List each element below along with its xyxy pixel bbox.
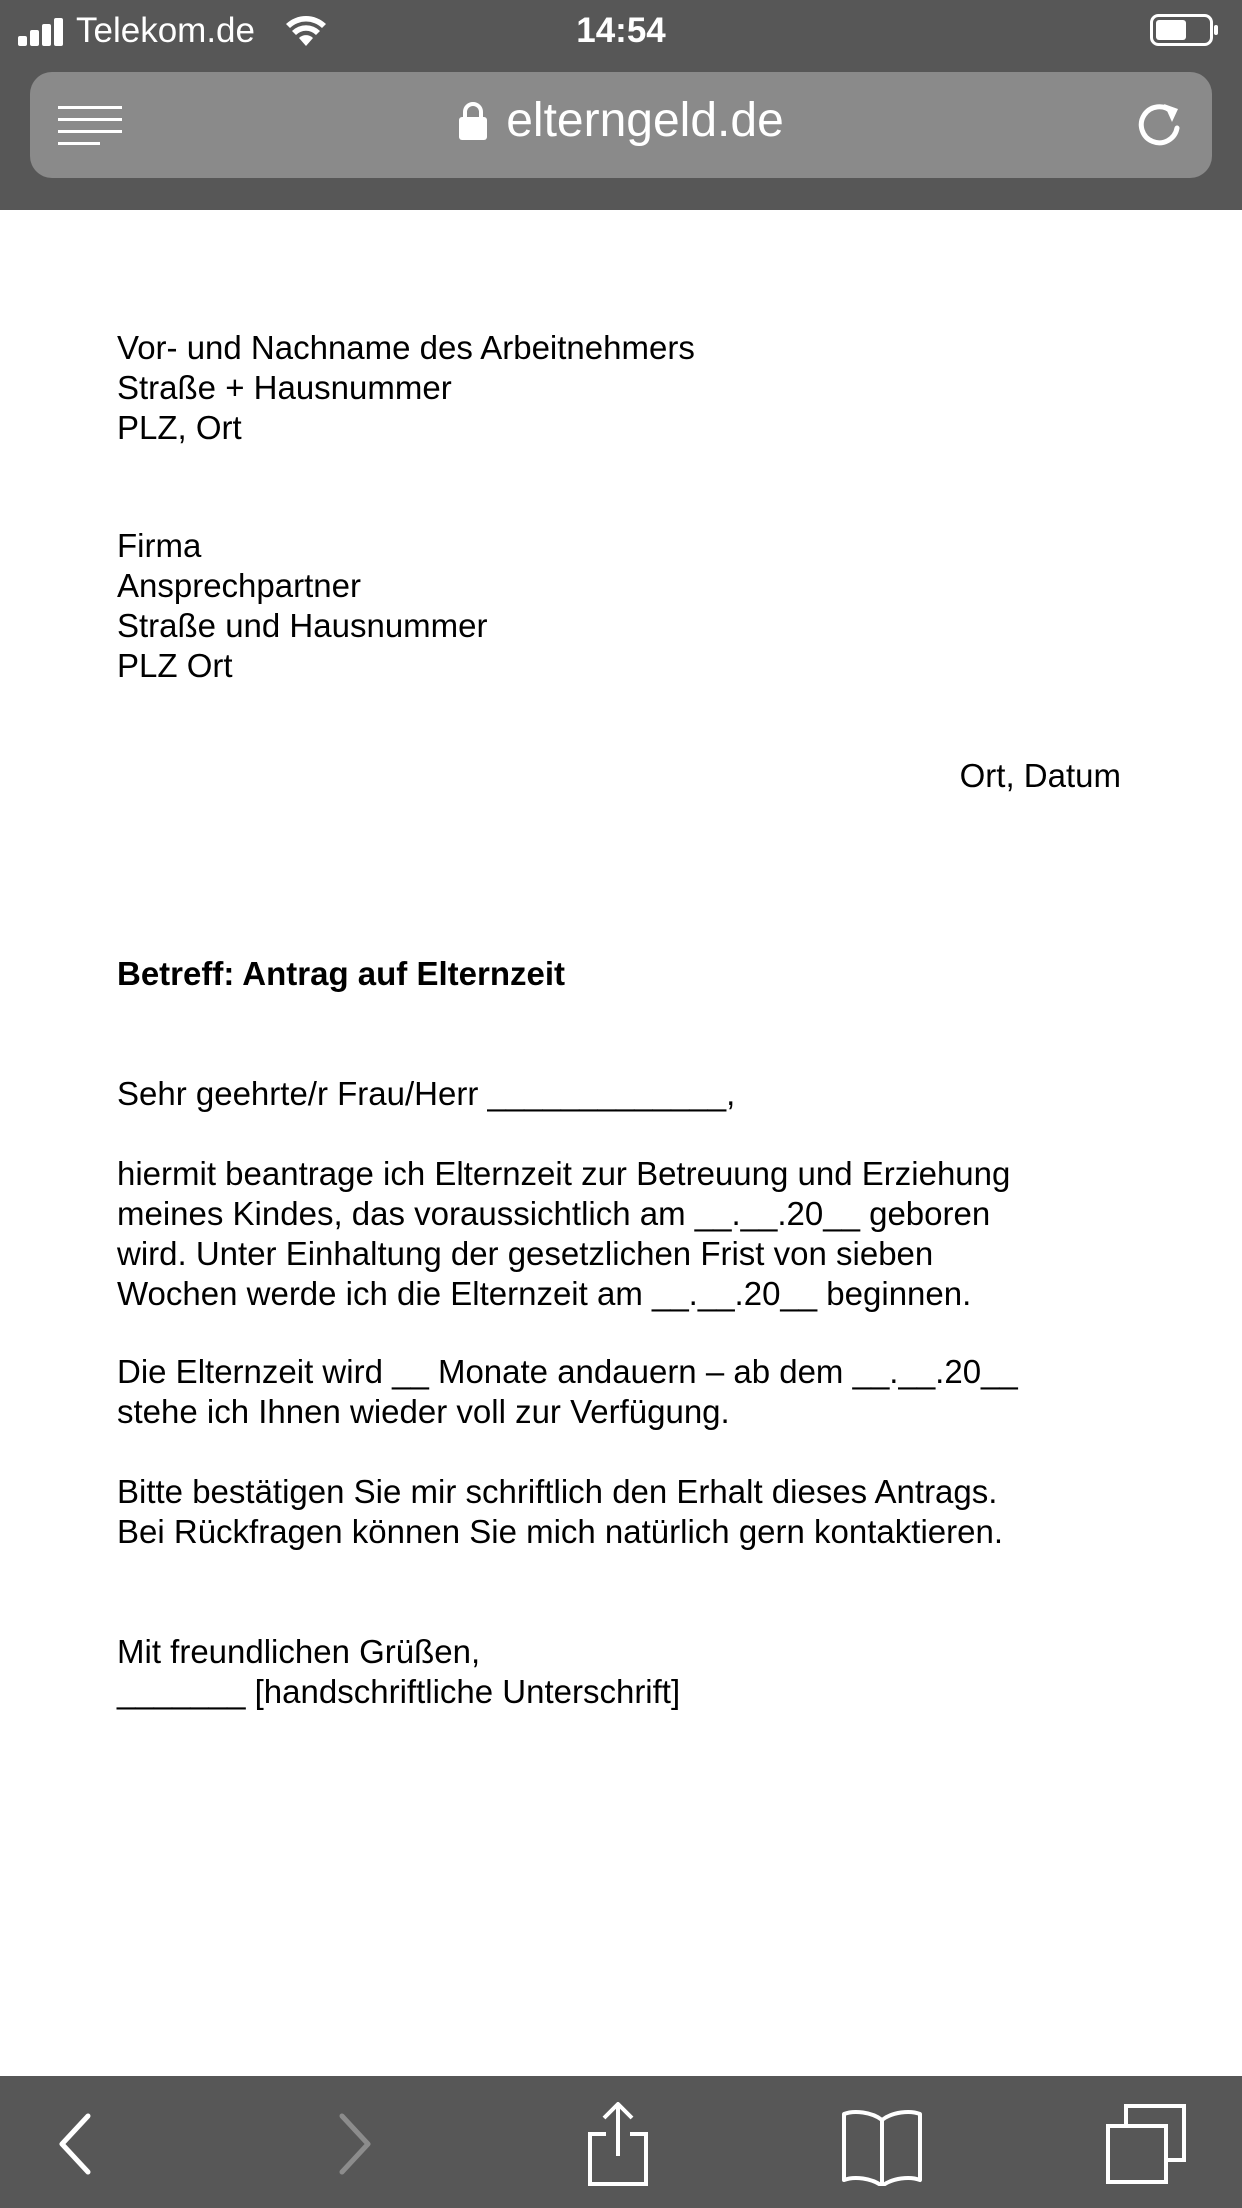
lock-icon <box>458 101 488 141</box>
paragraph-confirmation <box>117 1472 1137 1552</box>
paragraph-line: meines Kindes, das voraussichtlich am __.__.20__ geboren <box>117 1195 991 1232</box>
recipient-line: PLZ Ort <box>117 647 233 684</box>
reload-icon[interactable] <box>1134 100 1184 150</box>
bottom-toolbar <box>0 2076 1242 2208</box>
closing-text: Mit freundlichen Grüßen, <box>117 1633 481 1670</box>
letter-subject: Betreff: Antrag auf Elternzeit <box>117 955 565 992</box>
carrier-name: Telekom.de <box>76 11 255 50</box>
sender-line: PLZ, Ort <box>117 409 242 446</box>
recipient-address <box>117 526 1137 686</box>
back-icon[interactable] <box>36 2102 120 2186</box>
battery-icon <box>1150 14 1220 46</box>
paragraph-request <box>117 1154 1137 1314</box>
signature-line: _______ [handschriftliche Unterschrift] <box>117 1673 681 1710</box>
recipient-line: Straße und Hausnummer <box>117 607 488 644</box>
status-bar <box>0 0 1242 62</box>
address-bar[interactable] <box>30 72 1212 178</box>
status-time: 14:54 <box>576 11 666 50</box>
paragraph-line: Die Elternzeit wird __ Monate andauern – ab dem __.__.20__ <box>117 1353 1018 1390</box>
paragraph-line: Wochen werde ich die Elternzeit am __.__.20__ beginnen. <box>117 1275 972 1312</box>
paragraph-duration <box>117 1352 1137 1432</box>
top-browser-chrome <box>0 0 1242 210</box>
place-date: Ort, Datum <box>959 757 1121 794</box>
paragraph-line: wird. Unter Einhaltung der gesetzlichen Frist von sieben <box>117 1235 934 1272</box>
share-icon[interactable] <box>576 2102 660 2186</box>
sender-line: Straße + Hausnummer <box>117 369 452 406</box>
recipient-line: Firma <box>117 527 202 564</box>
paragraph-line: Bei Rückfragen können Sie mich natürlich gern kontaktieren. <box>117 1513 1003 1550</box>
tabs-icon[interactable] <box>1104 2102 1188 2186</box>
salutation: Sehr geehrte/r Frau/Herr _____________, <box>117 1075 736 1112</box>
sender-line: Vor- und Nachname des Arbeitnehmers <box>117 329 695 366</box>
closing-block <box>117 1632 1137 1712</box>
forward-icon[interactable] <box>310 2102 394 2186</box>
url-display[interactable] <box>30 72 1212 178</box>
paragraph-line: hiermit beantrage ich Elternzeit zur Betreuung und Erziehung <box>117 1155 1011 1192</box>
paragraph-line: stehe ich Ihnen wieder voll zur Verfügung. <box>117 1393 730 1430</box>
url-text: elterngeld.de <box>506 93 784 147</box>
recipient-line: Ansprechpartner <box>117 567 361 604</box>
bookmarks-icon[interactable] <box>840 2102 924 2186</box>
sender-address <box>117 328 1137 448</box>
paragraph-line: Bitte bestätigen Sie mir schriftlich den Erhalt dieses Antrags. <box>117 1473 998 1510</box>
letter-document <box>0 210 1242 2076</box>
